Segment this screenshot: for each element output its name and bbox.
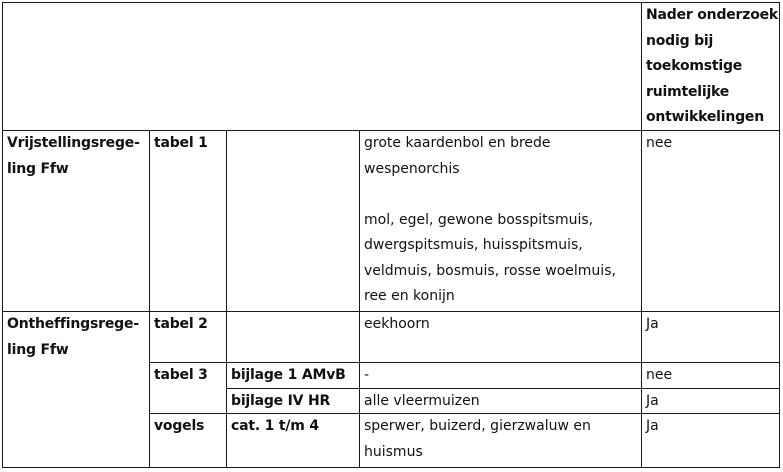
- tabel-1: tabel 1: [154, 135, 208, 151]
- bijlage-vogels: cat. 1 t/m 4: [231, 418, 319, 434]
- regeling-vrijstelling: Vrijstellingsrege- ling Ffw: [7, 135, 140, 177]
- row-divider: [2, 467, 780, 468]
- bijlage-amvb: bijlage 1 AMvB: [231, 367, 346, 383]
- soorten-amvb: -: [364, 367, 370, 383]
- onderzoek-amvb: nee: [646, 367, 673, 383]
- soorten-vogels: sperwer, buizerd, gierzwaluw en huismus: [364, 418, 591, 460]
- onderzoek-tabel-2: Ja: [646, 316, 659, 332]
- soorten-vrijstelling: grote kaardenbol en brede wespenorchis mol, egel, gewone bosspitsmuis, dwergspitsmuis, huisspitsmuis, veldmuis, bosmuis, rosse woelmuis, ree en konijn: [364, 135, 616, 304]
- soorten-tabel-2: eekhoorn: [364, 316, 430, 332]
- tabel-vogels: vogels: [154, 418, 205, 434]
- column-divider: [779, 2, 780, 468]
- onderzoek-vrijstelling: nee: [646, 135, 673, 151]
- tabel-3: tabel 3: [154, 367, 208, 383]
- onderzoek-hr: Ja: [646, 393, 659, 409]
- header-nader-onderzoek: Nader onderzoek nodig bij toekomstige ruimtelijke ontwikkelingen: [646, 7, 779, 125]
- soorten-hr: alle vleermuizen: [364, 393, 480, 409]
- column-divider: [2, 2, 3, 468]
- onderzoek-vogels: Ja: [646, 418, 659, 434]
- bijlage-hr: bijlage IV HR: [231, 393, 331, 409]
- regeling-ontheffing: Ontheffingsrege- ling Ffw: [7, 316, 139, 358]
- tabel-2: tabel 2: [154, 316, 208, 332]
